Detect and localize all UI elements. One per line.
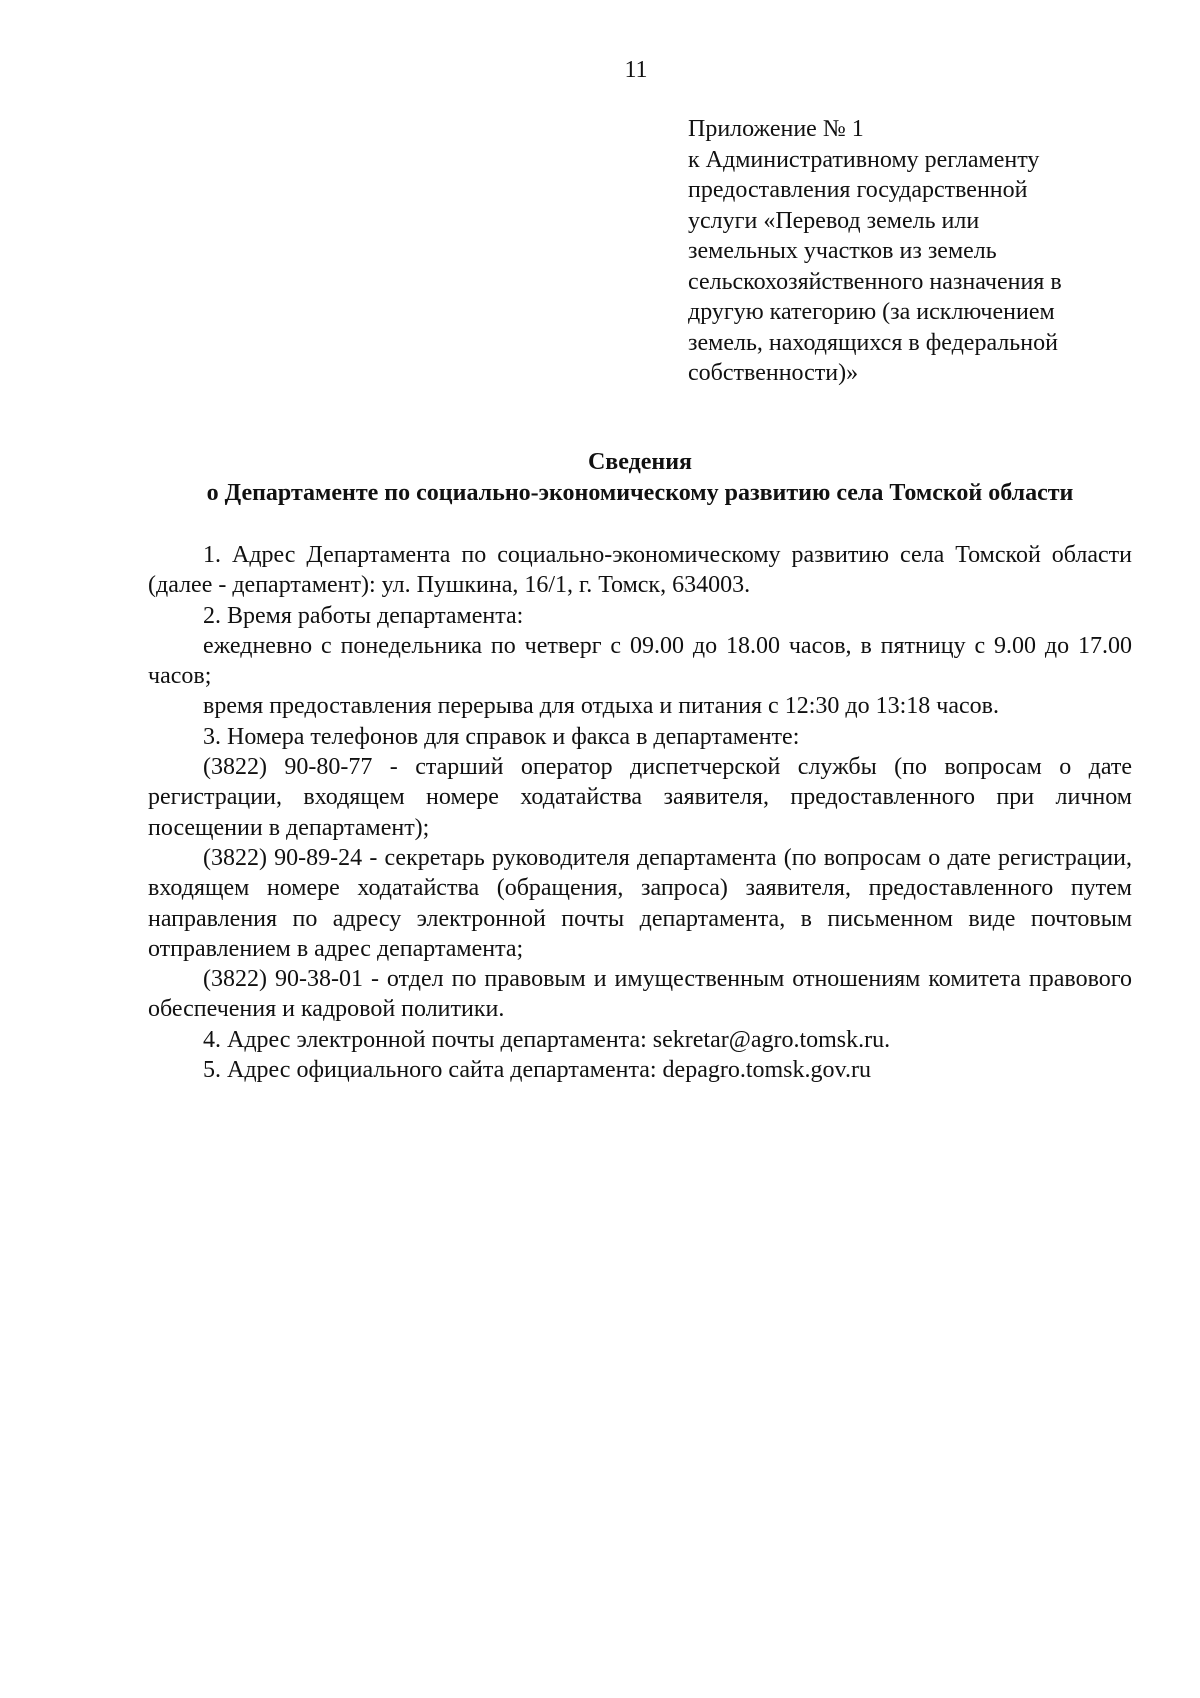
document-heading: [148, 447, 1132, 509]
appendix-line: Приложение № 1: [688, 116, 864, 142]
heading-subtitle: о Департаменте по социально-экономическому развитию села Томской области: [206, 480, 1074, 506]
appendix-line: другую категорию (за исключением: [688, 299, 1055, 325]
appendix-line: сельскохозяйственного назначения в: [688, 268, 1062, 295]
appendix-line: предоставления государственной: [688, 177, 1028, 203]
paragraph-phones-title: 3. Номера телефонов для справок и факса в департаменте:: [203, 723, 800, 750]
paragraph-phone-operator: (3822) 90-80-77 - старший оператор диспетчерской службы (по вопросам о дате регистрации, входящем номере ходатайства заявителя, предоставленного при личном посещении в департамент);: [148, 754, 1132, 841]
paragraph-phone-legal: (3822) 90-38-01 - отдел по правовым и имущественным отношениям комитета правового обеспечения и кадровой политики.: [148, 966, 1132, 1023]
appendix-line: к Административному регламенту: [688, 146, 1040, 173]
heading-title: Сведения: [587, 449, 693, 475]
appendix-line: собственности)»: [688, 360, 859, 386]
paragraph-work-hours: ежедневно с понедельника по четверг с 09.00 до 18.00 часов, в пятницу с 9.00 до 17.00 часов;: [148, 632, 1132, 690]
page-number: 11: [624, 57, 648, 83]
paragraph-website: 5. Адрес официального сайта департамента: depagro.tomsk.gov.ru: [203, 1057, 871, 1084]
paragraph-work-time-title: 2. Время работы департамента:: [203, 602, 524, 629]
appendix-block: [688, 114, 1158, 389]
appendix-line: земельных участков из земель: [688, 238, 997, 264]
paragraph-address: 1. Адрес Департамента по социально-экономическому развитию села Томской области (далее - департамент): ул. Пушкина, 16/1, г. Томск, 634003.: [148, 542, 1132, 599]
paragraph-break-time: время предоставления перерыва для отдыха и питания с 12:30 до 13:18 часов.: [203, 693, 999, 720]
document-body: [148, 540, 1132, 1085]
paragraph-email: 4. Адрес электронной почты департамента: sekretar@agro.tomsk.ru.: [203, 1026, 891, 1053]
appendix-line: услуги «Перевод земель или: [688, 207, 980, 234]
paragraph-phone-secretary: (3822) 90-89-24 - секретарь руководителя департамента (по вопросам о дате регистрации, входящем номере ходатайства (обращения, запроса) заявителя, предоставленного путем направления по адресу электронной почты департамента, в письменном виде почтовым отправлением в адрес департамента;: [148, 844, 1132, 962]
appendix-line: земель, находящихся в федеральной: [688, 329, 1058, 356]
